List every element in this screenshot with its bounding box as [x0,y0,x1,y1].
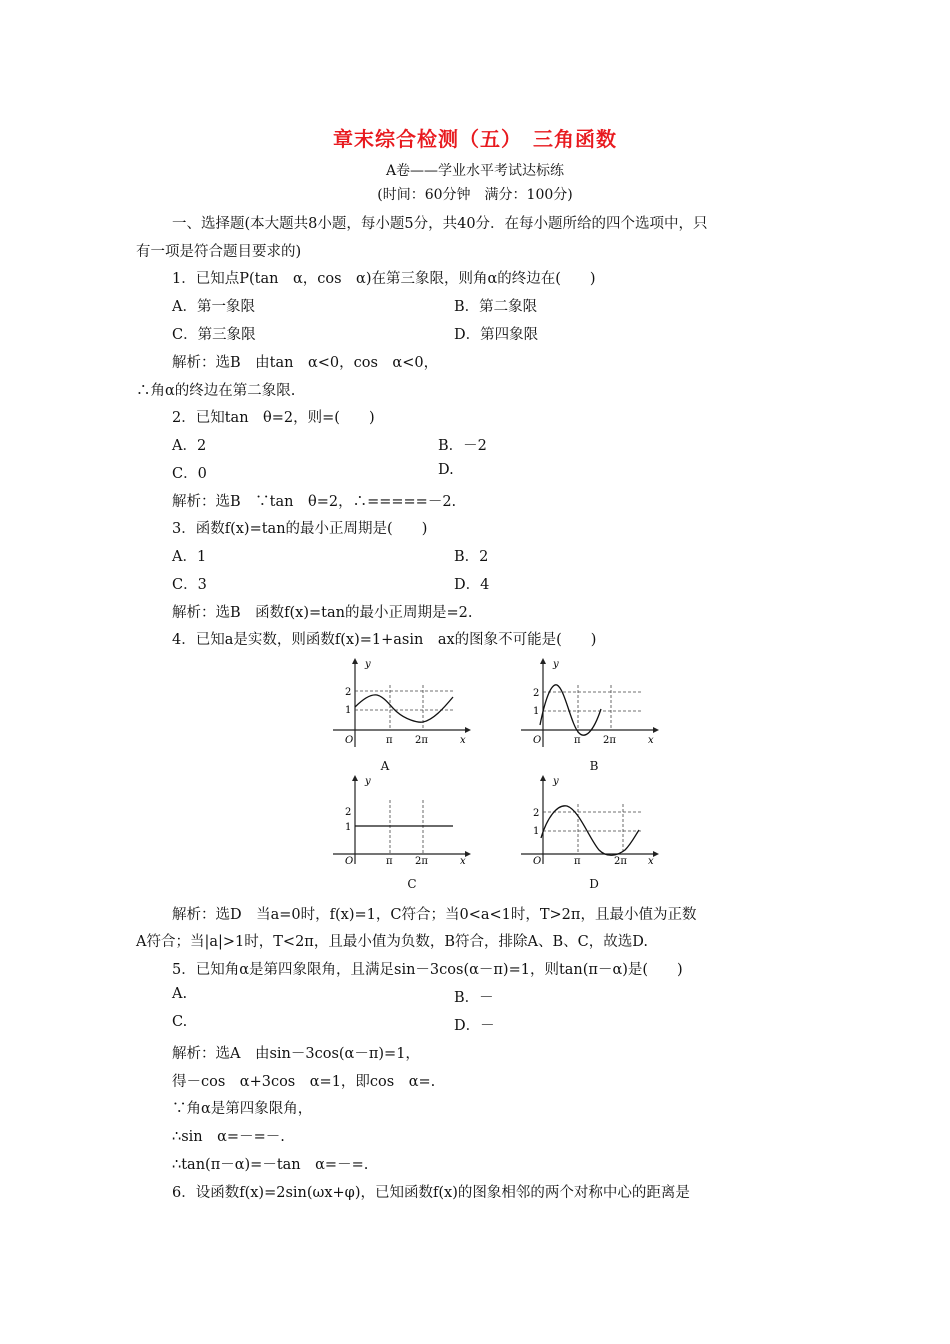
question-1-stem: 1．已知点P(tan α，cos α)在第三象限，则角α的终边在( ) [172,271,596,287]
y-axis-arrow [540,775,546,781]
q1-option-a: A．第一象限 [172,299,255,315]
q3-option-c: C．3 [172,577,207,593]
graph-d-caption: D [589,877,599,891]
y-tick-2: 2 [533,688,540,699]
x-tick-pi: π [386,856,393,867]
origin-label: O [533,856,542,867]
q2-option-b: B．－2 [438,438,487,454]
question-5-stem: 5．已知角α是第四象限角，且满足sin－3cos(α－π)=1，则tan(π－α)是( ) [172,962,683,978]
graph-a-caption: A [380,759,390,773]
q1-solution-cont: ∴角α的终边在第二象限. [136,383,296,399]
y-tick-1: 1 [533,826,540,837]
x-tick-2pi: 2π [603,735,616,746]
graph-c-caption: C [407,877,417,891]
q2-solution: 解析：选B ∵tan θ=2，∴=====－2. [172,494,457,510]
y-tick-2: 2 [533,808,540,819]
question-6-stem: 6．设函数f(x)=2sin(ωx+φ)，已知函数f(x)的图象相邻的两个对称中心的距离是 [172,1185,690,1201]
origin-label: O [345,856,354,867]
q3-option-b: B．2 [454,549,489,565]
q5-option-b: B．－ [454,990,494,1006]
q4-solution: 解析：选D 当a=0时，f(x)=1，C符合；当0<a<1时，T>2π，且最小值为正数 [172,907,697,923]
q5-solution-5: ∴tan(π－α)=－tan α=－=. [172,1157,369,1173]
section-intro: 一、选择题(本大题共8小题，每小题5分，共40分．在每小题所给的四个选项中，只 [172,216,708,232]
x-tick-2pi: 2π [415,735,428,746]
q1-option-c: C．第三象限 [172,327,256,343]
q5-option-c: C. [172,1014,188,1030]
question-4-stem: 4．已知a是实数，则函数f(x)=1+asin ax的图象不可能是( ) [172,632,597,648]
q5-solution-3: ∵角α是第四象限角， [172,1101,313,1117]
q2-option-d: D. [438,462,454,478]
q5-solution-1: 解析：选A 由sin－3cos(α－π)=1， [172,1046,420,1062]
q1-solution: 解析：选B 由tan α<0，cos α<0， [172,355,439,371]
q3-option-a: A．1 [172,549,207,565]
x-tick-pi: π [574,856,581,867]
graph-b-caption: B [589,759,599,773]
x-axis-label: x [648,856,654,867]
page-title: 章末综合检测（五） 三角函数 [333,127,617,151]
y-axis-label: y [365,659,371,670]
x-tick-pi: π [574,735,581,746]
y-axis-arrow [352,775,358,781]
y-tick-1: 1 [345,705,352,716]
y-axis-label: y [365,776,371,787]
y-tick-2: 2 [345,687,352,698]
subtitle: A卷——学业水平考试达标练 [385,163,565,179]
x-axis-label: x [460,735,466,746]
y-axis-label: y [553,659,559,670]
y-axis-label: y [553,776,559,787]
question-2-stem: 2．已知tan θ=2，则=( ) [172,410,375,426]
origin-label: O [533,735,542,746]
x-axis-arrow [653,727,659,733]
x-axis-arrow [465,851,471,857]
q5-solution-2: 得－cos α+3cos α=1，即cos α=. [172,1074,436,1090]
y-axis-arrow [352,658,358,664]
x-tick-2pi: 2π [614,856,627,867]
curve [355,695,453,722]
time-score: (时间：60分钟 满分：100分) [377,187,573,203]
curve [541,806,639,855]
x-axis-arrow [465,727,471,733]
q2-option-a: A．2 [172,438,207,454]
x-axis-arrow [653,851,659,857]
q4-solution-cont: A符合；当|a|>1时，T<2π，且最小值为负数，B符合，排除A、B、C，故选D. [136,934,648,950]
q3-solution: 解析：选B 函数f(x)=tan的最小正周期是=2. [172,605,473,621]
y-tick-1: 1 [345,822,352,833]
origin-label: O [345,735,354,746]
x-axis-label: x [460,856,466,867]
q1-option-b: B．第二象限 [454,299,538,315]
question-3-stem: 3．函数f(x)=tan的最小正周期是( ) [172,521,428,537]
graph-c [325,772,475,867]
section-intro-cont: 有一项是符合题目要求的) [136,244,302,260]
graph-d [513,772,663,867]
x-axis-label: x [648,735,654,746]
q5-option-d: D．－ [454,1018,495,1034]
q1-option-d: D．第四象限 [454,327,539,343]
q3-option-d: D．4 [454,577,490,593]
q5-solution-4: ∴sin α=－=－. [172,1129,285,1145]
graph-b [513,655,663,750]
y-axis-arrow [540,658,546,664]
x-tick-2pi: 2π [415,856,428,867]
graph-a [325,655,475,750]
x-tick-pi: π [386,735,393,746]
q2-option-c: C．0 [172,466,207,482]
y-tick-1: 1 [533,706,540,717]
q5-option-a: A. [172,986,188,1002]
y-tick-2: 2 [345,807,352,818]
